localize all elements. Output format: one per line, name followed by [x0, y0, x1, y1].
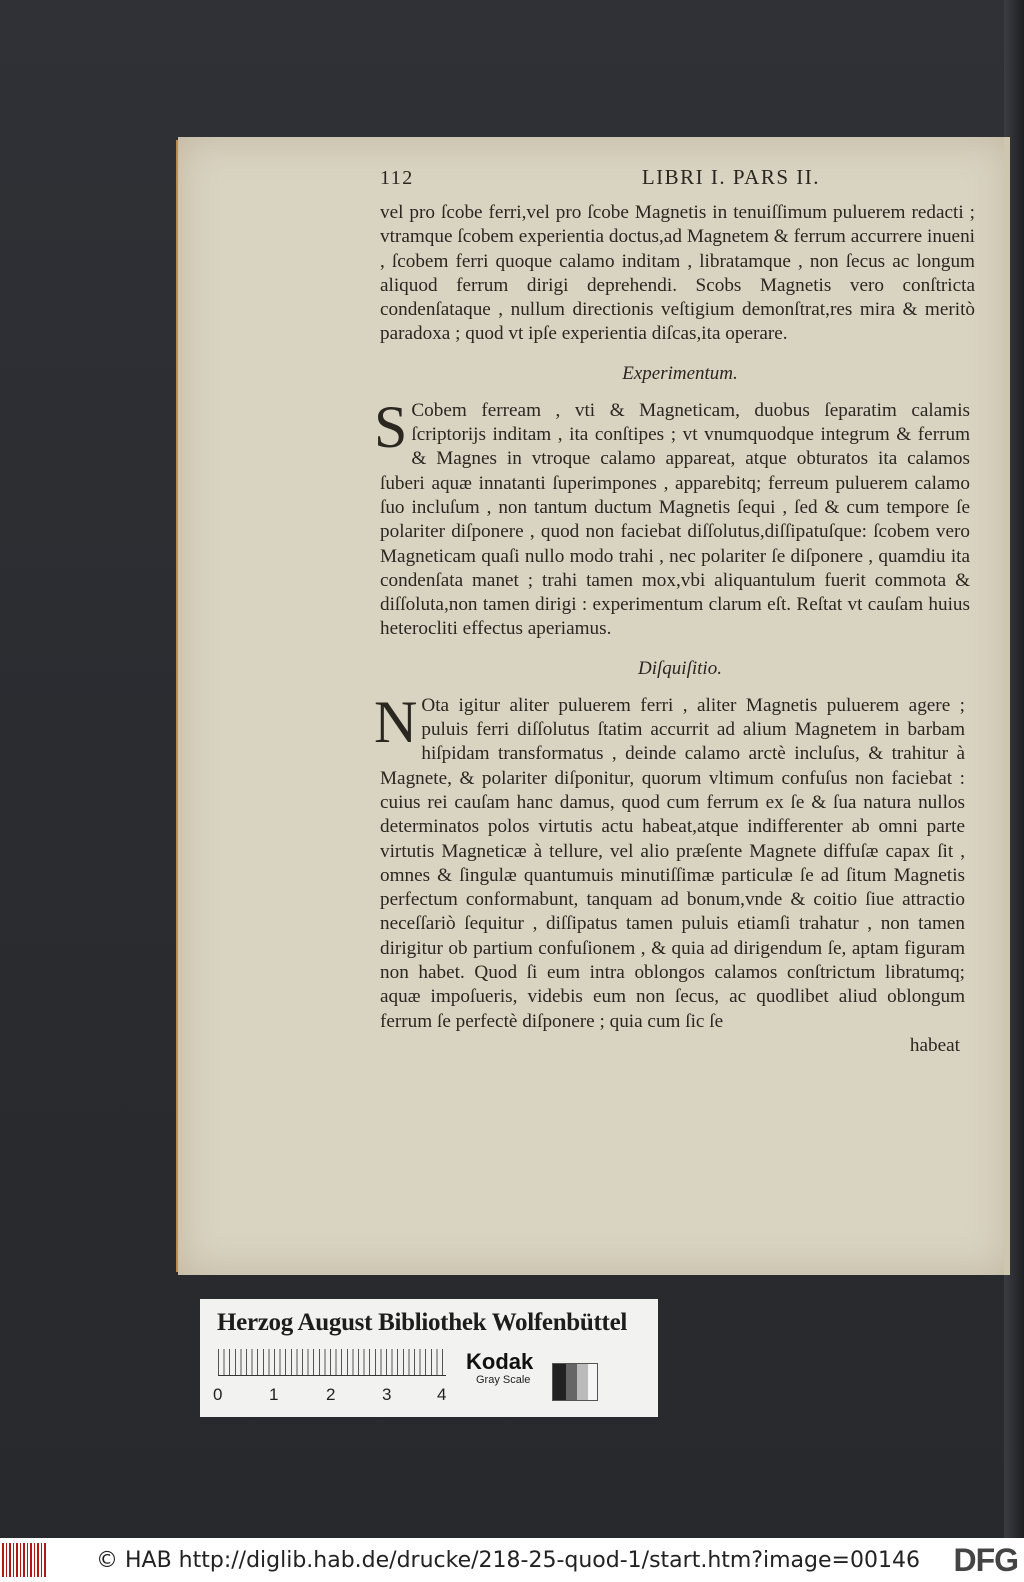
drop-cap: S — [374, 393, 408, 460]
paragraph-disquisitio-text: Ota igitur aliter puluerem ferri , aliter Magnetis puluerem agere ; puluis ferri diſſolutus ſtatim accurrit ad alium Magnetem in barbam hiſpidam transformatus , deinde calamo arctè incluſus, & trahitur à Magnete, & polariter diſponitur, quorum vltimum confuſus non faciebat : cuius rei cauſam hanc damus, quod cum ferrum ex ſe & ſua natura nullos determinatos polos virtutis actu habeat,atque indifferenter ab omni parte virtutis Magneticæ à tellure, vel alio præſente Magnete diffuſæ capax ſit , omnes & ſingulæ quantumuis minutiſſimæ particulæ ſe ad ſitum Magnetis perfectum conformabunt, tanquam ad bonum,vnde & coitio ſiue attractio neceſſariò ſequitur , diſſipatus tamen puluis etiamſi trahatur , non tamen dirigitur ob partium confuſionem , & quia ad dirigendum ſe, aptam figuram non habet. Quod ſi eum intra oblongos calamos conſtrictum libratumq; aquæ impoſueris, videbis eum non ſecus, ac quodlibet aliud oblongum ferrum ſe perfectè diſponere ; quia cum ſic ſe — [380, 694, 965, 1032]
dfg-logo: DFG — [953, 1541, 1018, 1578]
catchword: habeat — [909, 1034, 960, 1056]
section-title-experimentum: Experimentum. — [622, 362, 738, 384]
page-edge-right — [1004, 137, 1010, 1275]
section-title-disquisitio: Diſquiſitio. — [638, 657, 722, 679]
drop-cap: N — [374, 688, 418, 755]
barcode-icon — [2, 1543, 48, 1577]
ruler-label: 3 — [382, 1385, 392, 1404]
gray-scale-swatch — [552, 1363, 598, 1401]
footer-bar — [0, 1538, 1024, 1582]
ruler-label: 1 — [269, 1385, 279, 1404]
ruler-label: 4 — [437, 1385, 447, 1404]
ruler-labels — [213, 1385, 463, 1405]
kodak-logo: Kodak — [466, 1349, 534, 1374]
footer-copyright: © HAB http://diglib.hab.de/drucke/218-25-quod-1/start.htm?image=00146 — [96, 1547, 920, 1573]
folio-number: 112 — [380, 167, 414, 189]
ruler-label: 2 — [326, 1385, 336, 1404]
library-name: Herzog August Bibliothek Wolfenbüttel — [217, 1309, 628, 1336]
page-text — [374, 165, 980, 1058]
paragraph-experimentum — [374, 393, 970, 642]
paragraph-intro: vel pro ſcobe ferri,vel pro ſcobe Magnetis in tenuiſſimum puluerem redacti ; vtramque ſcobem experientia doctus,ad Magnetem & ferrum accurrere inueni , ſcobem ferri quoque calamo inditam , libratamque , non ſecus ac longum aliquod ferrum dirigi deprehendi. Scobs Magnetis vero conſtricta condenſataque , nullum directionis veſtigium demonſtrat,res mira & meritò paradoxa ; quod vt ipſe experientia diſcas,ita operare. — [380, 202, 975, 345]
gray-scale-label: Gray Scale — [476, 1374, 531, 1386]
paragraph-experimentum-text: Cobem ferream , vti & Magneticam, duobus ſeparatim calamis ſcriptorijs inditam , ita conſtipes ; vt vnumquodque integrum & ferrum & Magnes in vtroque calamo appareat, atque obturatos ita calamos ſuberi aquæ innatanti ſuperimpones , apparebitq; ferreum puluerem calamo ſuo incluſum , non tantum ductum Magnetis ſequi , ſed & cum tempore ſe polariter diſponere , quod non faciebat diſſolutus,diſſipatuſque: ſcobem vero Magneticam quaſi nullo modo trahi , nec polariter ſe diſponere , quamdiu ita condenſata manet ; trahi tamen mox,vbi aliquantulum fuerit commota & diſſoluta,non tamen dirigi : experimentum clarum eſt. Reſtat vt cauſam huius heterocliti effectus aperiamus. — [380, 399, 970, 640]
ruler-label: 0 — [213, 1385, 223, 1404]
paragraph-disquisitio — [374, 688, 965, 1034]
page-header — [380, 165, 900, 201]
running-head: LIBRI I. PARS II. — [641, 165, 820, 189]
color-target-card — [200, 1299, 658, 1417]
ruler-scale — [218, 1349, 446, 1376]
